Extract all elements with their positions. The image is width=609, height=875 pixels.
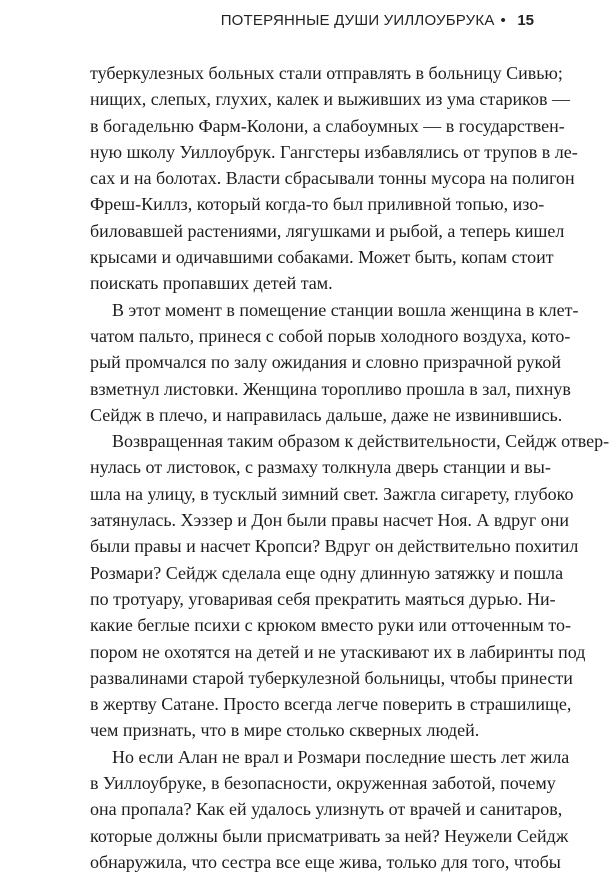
text-line: по тротуару, уговаривая себя прекратить маяться дурью. Ни- [90,588,556,609]
text-line: биловавшей растениями, лягушками и рыбой, а теперь кишел [90,220,565,241]
text-line: чатом пальто, принеся с собой порыв холодного воздуха, кото- [90,325,571,346]
text-line: пором не охотятся на детей и не утаскивают их в лабиринты под [90,641,586,662]
text-line: крысами и одичавшими собаками. Может быть, копам стоит [90,247,554,268]
book-title: ПОТЕРЯННЫЕ ДУШИ УИЛЛОУБРУКА [220,12,495,29]
text-line: сах и на болотах. Власти сбрасывали тонны мусора на полигон [90,168,575,189]
text-line: она пропала? Как ей удалось улизнуть от врачей и санитаров, [90,799,563,820]
body-text [90,60,609,875]
paragraph [90,60,578,297]
text-line: ную школу Уиллоубрук. Гангстеры избавлялись от трупов в ле- [90,141,578,162]
text-line: туберкулезных больных стали отправлять в больницу Сивью; [90,63,563,83]
text-line: обнаружила, что сестра все еще жива, только для того, чтобы [90,851,561,872]
running-header [221,12,512,29]
paragraph [90,428,609,744]
text-line: в жертву Сатане. Просто всегда легче поверить в страшилище, [90,694,572,715]
text-line: какие беглые психи с крюком вместо руки или отточенным то- [90,615,571,636]
text-line: развалинами старой туберкулезной больницы, чтобы принести [90,667,573,688]
page-number: 15 [517,12,534,29]
text-line: взметнул листовки. Женщина торопливо прошла в зал, пихнув [90,378,571,399]
text-line: чем признать, что в мире столько скверных людей. [90,720,480,741]
text-line: Возвращенная таким образом к действительности, Сейдж отвер- [112,431,609,452]
text-line: были правы и насчет Кропси? Вдруг он действительно похитил [90,536,579,557]
paragraph [90,297,579,428]
header-separator: • [500,12,506,29]
text-line: которые должны были присматривать за ней? Неужели Сейдж [90,825,569,846]
text-line: нищих, слепых, глухих, калек и выживших из ума стариков — [90,89,570,110]
text-line: В этот момент в помещение станции вошла женщина в клет- [112,299,579,320]
text-line: затянулась. Хэззер и Дон были правы насчет Ноя. А вдруг они [90,510,570,531]
text-line: рый промчался по залу ожидания и словно призрачной рукой [90,352,561,373]
paragraph [90,744,570,875]
text-line: Фреш-Киллз, который когда-то был приливной топью, изо- [90,194,545,215]
text-line: шла на улицу, в тусклый зимний свет. Зажгла сигарету, глубоко [90,483,574,504]
text-line: поискать пропавших детей там. [90,273,333,294]
text-line: Сейдж в плечо, и направилась дальше, даже не извинившись. [90,404,563,425]
text-line: нулась от листовок, с размаху толкнула дверь станции и вы- [90,457,551,478]
text-line: в Уиллоубруке, в безопасности, окруженная заботой, почему [90,773,556,794]
text-line: Розмари? Сейдж сделала еще одну длинную затяжку и пошла [90,562,564,583]
text-line: в богадельню Фарм-Колони, а слабоумных — в государствен- [90,115,565,136]
text-line: Но если Алан не врал и Розмари последние шесть лет жила [112,746,570,767]
